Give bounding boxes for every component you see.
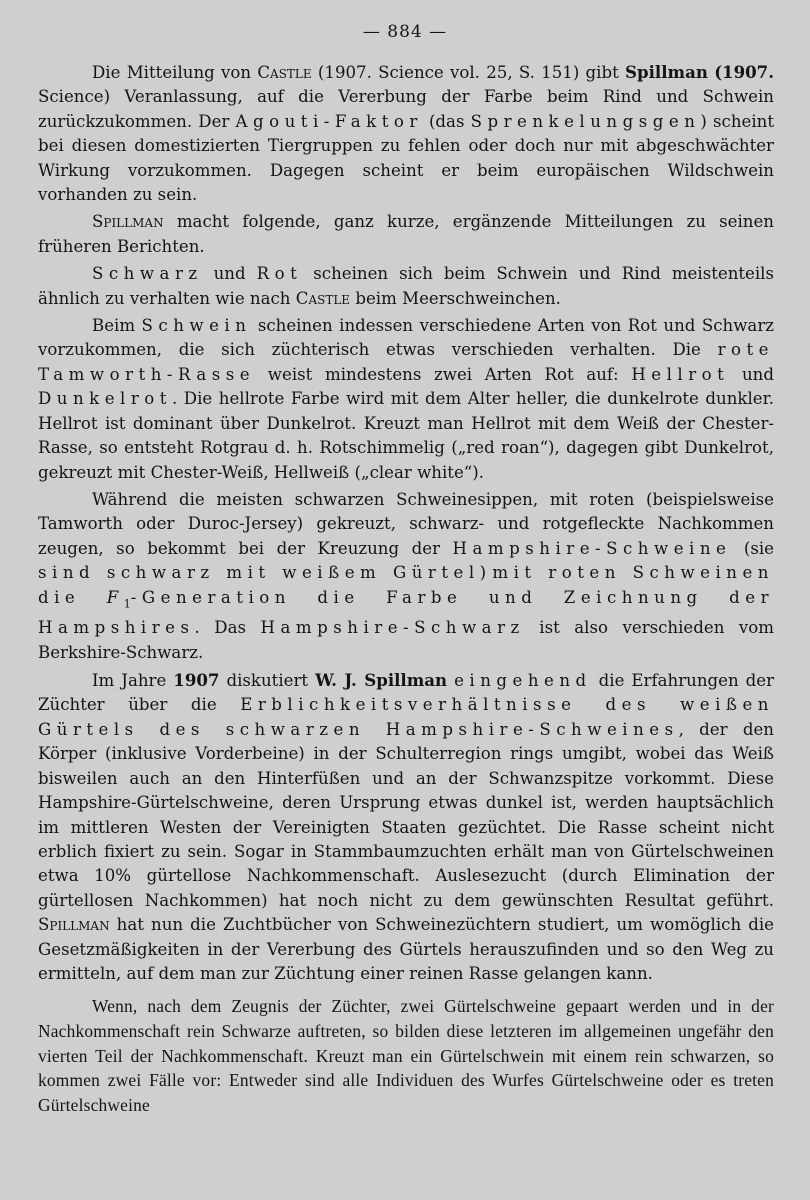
paragraph	[38, 210, 774, 259]
text-run: Erblichkeitsverhältnisse des weißen Gürtels des schwarzen Hampshire-Schweines	[38, 695, 774, 739]
text-run: Beim	[92, 316, 142, 336]
text-run: beim Meerschweinchen.	[350, 288, 561, 308]
text-run: Schwein	[141, 316, 252, 336]
paragraph	[38, 262, 774, 311]
text-run: Spillman	[625, 62, 708, 82]
text-run: Hellrot	[631, 364, 730, 384]
body-text	[38, 60, 774, 1120]
paragraph	[38, 60, 774, 207]
text-run: (1907.	[714, 62, 774, 82]
text-run: )	[479, 563, 493, 583]
text-run: macht folgende, ganz kurze, ergänzende Mitteilungen zu seinen früheren Berichten.	[38, 212, 774, 256]
text-run: sind schwarz mit weißem Gürtel	[38, 563, 480, 583]
text-run: Castle	[257, 63, 312, 82]
text-run: hat nun die Zuchtbücher von Schweinezüchtern studiert, um womöglich die Gesetzmäßigkeiten in der Vererbung des Gürtels herauszufinden und so den Weg zu ermitteln, auf dem man zur Züchtung einer reinen Rasse gelangen kann.	[38, 915, 774, 983]
text-run: . Das	[194, 618, 261, 638]
text-run: Science) Veranlassung, auf die Vererbung der Farbe beim Rind und Schwein zurückzukommen. Der	[38, 87, 774, 131]
text-run: 1907	[173, 670, 220, 691]
text-run: Wenn, nach dem Zeugnis der Züchter, zwei Gürtelschweine gepaart werden und in der Nachkommenschaft rein Schwarze auftreten, so bilden diese letzteren im allgemeinen ungefähr den vierten Teil der Nachkommenschaft. Kreuzt man ein Gürtelschwein mit einem rein schwarzen, so kommen zwei Fälle vor: Entweder sind alle Individuen des Wurfes Gürtelschweine oder es treten Gürtelschweine	[38, 996, 774, 1115]
text-run: rote Tamworth-Rasse	[38, 340, 774, 384]
text-run: Die Mitteilung von	[92, 63, 258, 82]
text-run: (sie	[731, 538, 774, 558]
text-run: und	[202, 264, 257, 284]
text-run: mit roten Schweinen die	[38, 563, 774, 607]
text-run: Dunkelrot	[38, 389, 172, 409]
text-run: Sprenkelungsgen	[470, 111, 701, 131]
text-run: F	[106, 587, 124, 607]
text-run: diskutiert	[219, 671, 316, 691]
paragraph	[38, 488, 774, 665]
text-run: W. J. Spillman	[315, 670, 448, 691]
text-run: weist mindestens zwei Arten Rot auf:	[255, 364, 632, 384]
text-run: Schwarz	[92, 264, 203, 284]
text-run: Spillman	[38, 915, 110, 935]
text-run: 1	[123, 596, 131, 610]
text-run: Spillman	[92, 212, 164, 232]
text-run: ist also verschieden vom Berkshire-Schwarz.	[38, 618, 774, 662]
text-run: (das	[422, 111, 471, 131]
text-run: (1907. Science vol. 25, S. 151) gibt	[311, 63, 626, 82]
paragraph	[38, 314, 774, 485]
text-run: eingehend	[454, 671, 592, 691]
text-run: Agouti-Faktor	[235, 111, 423, 131]
page-number: — 884 —	[362, 22, 448, 42]
text-run: , der den Körper (inklusive Vorderbeine) in der Schulterregion rings umgibt, wobei das Weiß bisweilen auch an den Hinterfüßen und an der Schwanzspitze vorkommt. Diese Hampshire-Gürtelschweine, deren Ursprung etwas dunkel ist, werden hauptsächlich im mittleren Westen der Vereinigten Staaten gezüchtet. Die Rasse scheint nicht erblich fixiert zu sein. Sogar in Stammbaumzuchten erhält man von Gürtelschweinen etwa 10% gürtellose Nachkommenschaft. Auslesezucht (durch Elimination der gürtellosen Nachkommen) hat noch nicht zu dem gewünschten Resultat geführt.	[38, 719, 774, 910]
text-run: scheinen sich beim Schwein und Rind meistenteils ähnlich zu verhalten wie nach	[38, 264, 774, 308]
text-run: Castle	[295, 288, 351, 308]
text-run: Im Jahre	[92, 671, 174, 691]
text-run: -Generation die Farbe und Zeichnung der Hampshires	[38, 587, 774, 638]
text-run: und	[729, 364, 774, 384]
text-run: Hampshire-Schweine	[452, 538, 732, 558]
text-run: Hampshire-Schwarz	[260, 618, 525, 638]
paragraph	[38, 994, 774, 1117]
text-run: Während die meisten schwarzen Schweinesippen, mit roten (beispielsweise Tamworth oder Duroc-Jersey) gekreuzt, schwarz- und rotgefleckte Nachkommen zeugen, so bekommt bei der Kreuzung der	[38, 489, 774, 558]
text-run: scheinen indessen verschiedene Arten von Rot und Schwarz vorzukommen, die sich züchterisch etwas verschieden verhalten. Die	[38, 316, 774, 360]
text-run: ) scheint bei diesen domestizierten Tiergruppen zu fehlen oder doch nur mit abgeschwächter Wirkung vorzukommen. Dagegen scheint er beim europäischen Wildschwein vorhanden zu sein.	[38, 111, 774, 205]
paragraph	[38, 668, 774, 986]
text-run: Rot	[256, 264, 303, 284]
text-run: die Erfahrungen der Züchter über die	[38, 671, 775, 715]
text-run: . Die hellrote Farbe wird mit dem Alter heller, die dunkelrote dunkler. Hellrot ist dominant über Dunkelrot. Kreuzt man Hellrot mit dem Weiß der Chester-Rasse, so entsteht Rotgrau d. h. Rotschimmelig („red roan“), dagegen gibt Dunkelrot, gekreuzt mit Chester-Weiß, Hellweiß („clear white“).	[38, 389, 774, 482]
